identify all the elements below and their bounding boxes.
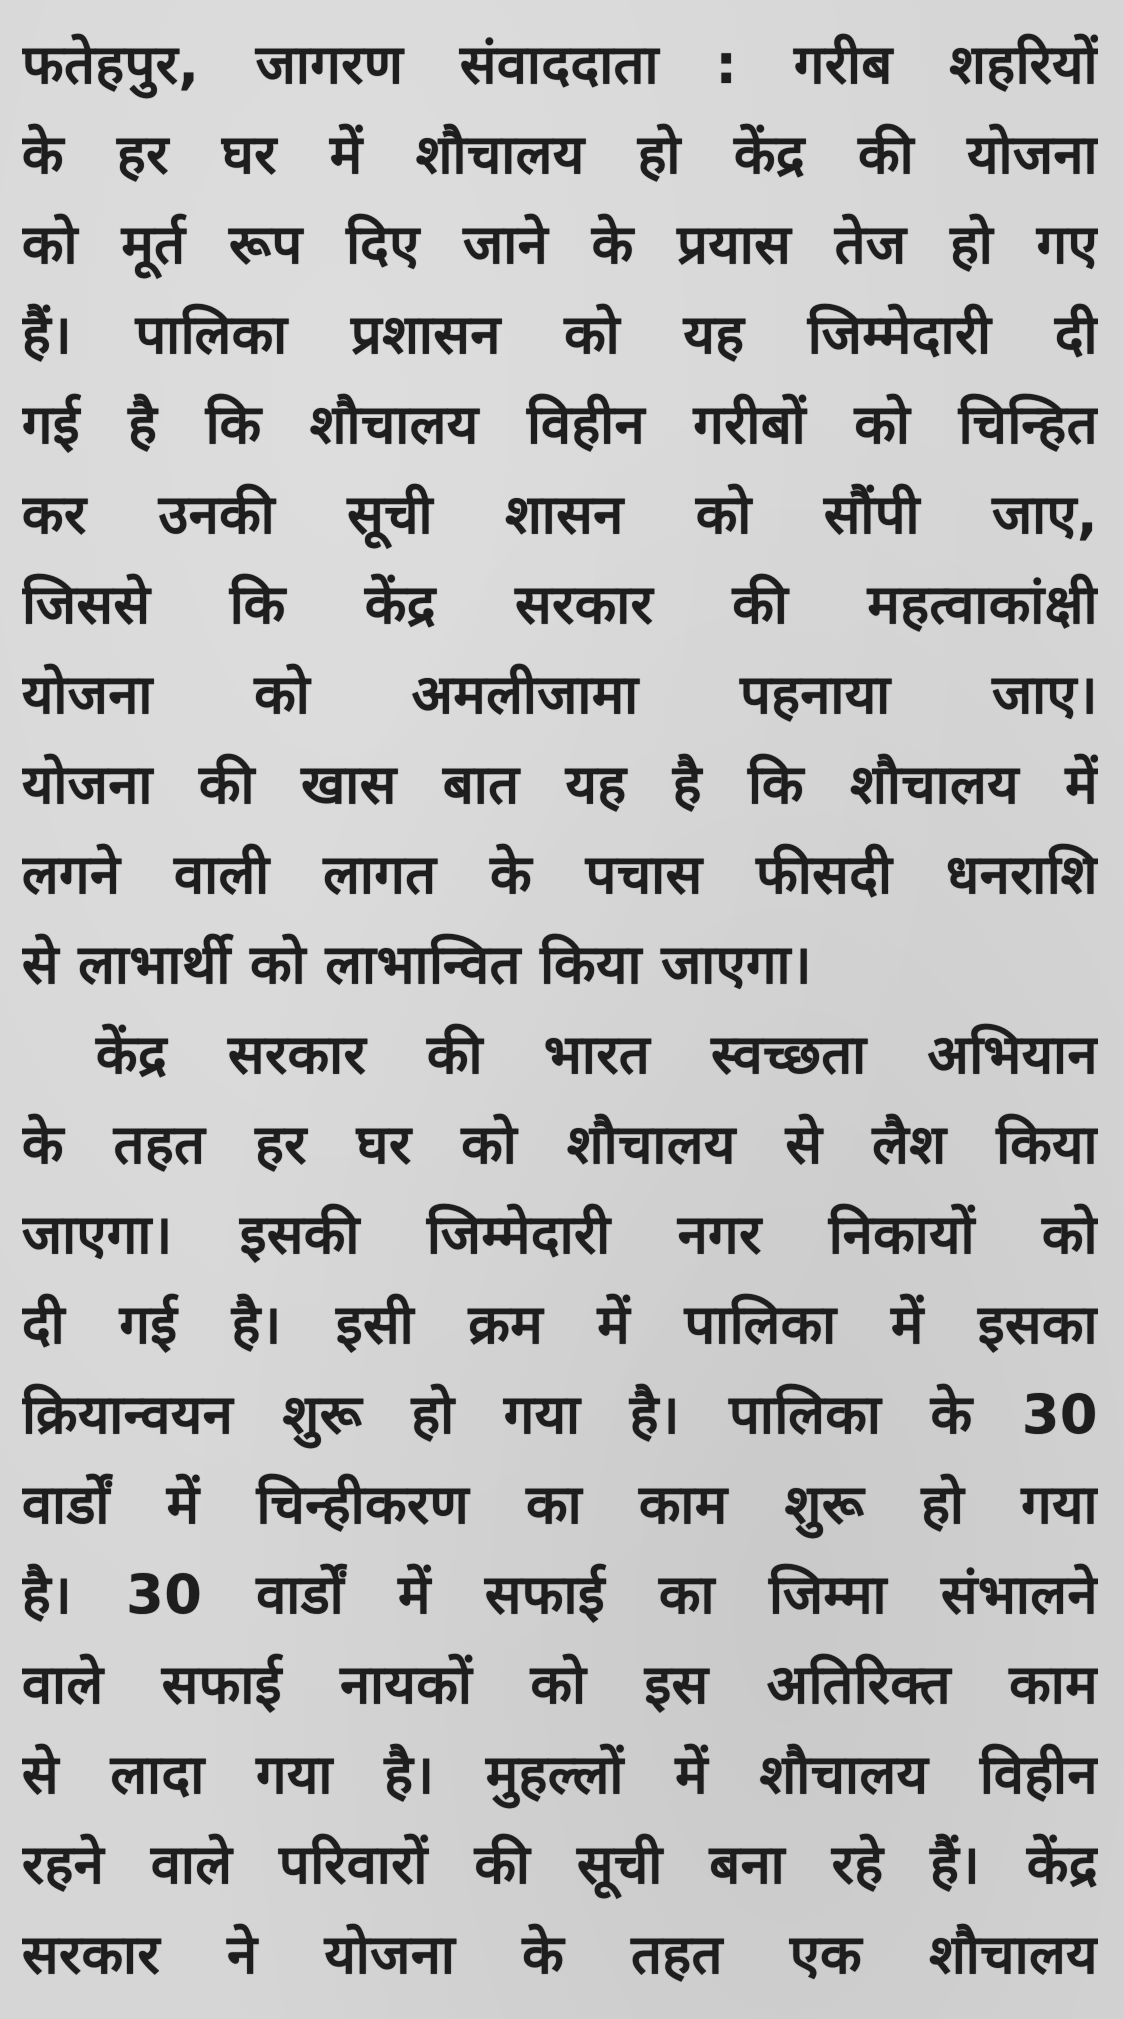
article-line: क्रियान्वयन शुरू हो गया है। पालिका के 30 [22, 1383, 1098, 1446]
article-line-text: गरीब शहरियों [793, 33, 1098, 96]
article-line: से लादा गया है। मुहल्लों में शौचालय विहीन [22, 1743, 1098, 1806]
article-line: लगने वाली लागत के पचास फीसदी धनराशि [22, 843, 1098, 906]
article-paragraph-2 [22, 1010, 1098, 2000]
article-line: के हर घर में शौचालय हो केंद्र की योजना [22, 123, 1098, 186]
article-line: वाले सफाई नायकों को इस अतिरिक्त काम [22, 1653, 1098, 1716]
article-line: को मूर्त रूप दिए जाने के प्रयास तेज हो गए [22, 213, 1098, 276]
article-byline: फतेहपुर, जागरण संवाददाता : [22, 33, 738, 96]
article-line: गई है कि शौचालय विहीन गरीबों को चिन्हित [22, 393, 1098, 456]
article-line: वार्डों में चिन्हीकरण का काम शुरू हो गया [22, 1473, 1098, 1536]
article-line: के तहत हर घर को शौचालय से लैश किया [22, 1113, 1098, 1176]
article-line: कर उनकी सूची शासन को सौंपी जाए, [22, 483, 1098, 546]
article-line: दी गई है। इसी क्रम में पालिका में इसका [22, 1293, 1098, 1356]
article-line: जिससे कि केंद्र सरकार की महत्वाकांक्षी [22, 573, 1098, 636]
article-line [22, 20, 1098, 110]
article-line: केंद्र सरकार की भारत स्वच्छता अभियान [96, 1023, 1098, 1086]
article-line: है। 30 वार्डों में सफाई का जिम्मा संभालने [22, 1563, 1098, 1626]
article-line: योजना की खास बात यह है कि शौचालय में [22, 753, 1098, 816]
article-paragraph-1 [22, 20, 1098, 1010]
article-line: रहने वाले परिवारों की सूची बना रहे हैं। केंद्र [22, 1833, 1098, 1896]
article-line: योजना को अमलीजामा पहनाया जाए। [22, 663, 1098, 726]
article-line: हैं। पालिका प्रशासन को यह जिम्मेदारी दी [22, 303, 1098, 366]
article-line: से लाभार्थी को लाभान्वित किया जाएगा। [22, 933, 813, 996]
article-line: जाएगा। इसकी जिम्मेदारी नगर निकायों को [22, 1203, 1098, 1266]
article-line: सरकार ने योजना के तहत एक शौचालय [22, 1923, 1098, 1986]
